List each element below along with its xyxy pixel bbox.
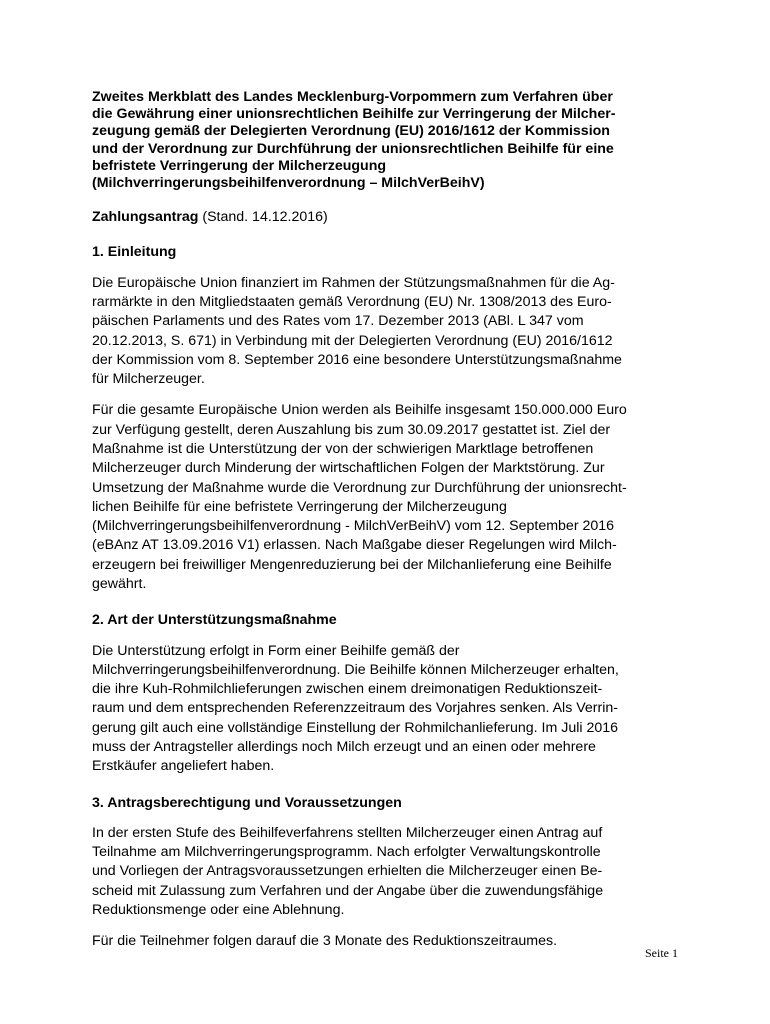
text-line: Für die gesamte Europäische Union werden als Beihilfe insgesamt 150.000.000 Euro <box>92 402 627 419</box>
section-heading: 2. Art der Unterstützungsmaßnahme <box>92 612 337 629</box>
title-line: zeugung gemäß der Delegierten Verordnung (EU) 2016/1612 der Kommission <box>92 123 610 140</box>
paragraph <box>92 274 684 390</box>
document-page <box>92 89 684 952</box>
text-line: Für die Teilnehmer folgen darauf die 3 Monate des Reduktionszeitraumes. <box>92 933 558 950</box>
text-line: für Milcherzeuger. <box>92 371 205 388</box>
document-subtitle <box>92 209 684 226</box>
text-line: Milchverringerungsbeihilfenverordnung. Die Beihilfe können Milcherzeuger erhalten, <box>92 661 619 678</box>
text-line: der Kommission vom 8. September 2016 eine besondere Unterstützungsmaßnahme <box>92 351 622 368</box>
paragraph <box>92 642 684 777</box>
document-title <box>92 89 684 192</box>
text-line: Die Europäische Union finanziert im Rahmen der Stützungsmaßnahmen für die Ag- <box>92 274 615 291</box>
page-number: Seite 1 <box>645 946 678 960</box>
text-line: (eBAnz AT 13.09.2016 V1) erlassen. Nach Maßgabe dieser Regelungen wird Milch- <box>92 537 617 554</box>
text-line: (Milchverringerungsbeihilfenverordnung - MilchVerBeihV) vom 12. September 2016 <box>92 518 615 535</box>
title-line: befristete Verringerung der Milcherzeugung <box>92 157 387 174</box>
text-line: scheid mit Zulassung zum Verfahren und der Angabe über die zuwendungsfähige <box>92 882 604 899</box>
text-line: rarmärkte in den Mitgliedstaaten gemäß Verordnung (EU) Nr. 1308/2013 des Euro- <box>92 293 612 310</box>
title-line: die Gewährung einer unionsrechtlichen Beihilfe zur Verringerung der Milcher- <box>92 106 616 123</box>
text-line: lichen Beihilfe für eine befristete Verringerung der Milcherzeugung <box>92 498 507 515</box>
paragraph <box>92 824 684 920</box>
text-line: Umsetzung der Maßnahme wurde die Verordnung zur Durchführung der unionsrecht- <box>92 479 627 496</box>
text-line: raum und dem entsprechenden Referenzzeitraum des Vorjahres senken. Als Verrin- <box>92 700 619 717</box>
section-heading: 3. Antragsberechtigung und Voraussetzungen <box>92 794 402 811</box>
text-line: erzeugern bei freiwilliger Mengenreduzierung bei der Milchanlieferung eine Beihilfe <box>92 556 612 573</box>
section-heading: 1. Einleitung <box>92 244 177 261</box>
title-line: Zweites Merkblatt des Landes Mecklenburg-Vorpommern zum Verfahren über <box>92 89 613 105</box>
text-line: muss der Antragsteller allerdings noch Milch erzeugt und an einen oder mehrere <box>92 739 596 756</box>
text-line: In der ersten Stufe des Beihilfeverfahrens stellten Milcherzeuger einen Antrag auf <box>92 824 603 841</box>
text-line: Milcherzeuger durch Minderung der wirtschaftlichen Folgen der Marktstörung. Zur <box>92 460 605 477</box>
paragraph <box>92 932 684 951</box>
subtitle-date: (Stand. 14.12.2016) <box>198 209 328 226</box>
text-line: 20.12.2013, S. 671) in Verbindung mit der Delegierten Verordnung (EU) 2016/1612 <box>92 332 613 349</box>
text-line: zur Verfügung gestellt, deren Auszahlung bis zum 30.09.2017 gestattet ist. Ziel der <box>92 421 611 438</box>
subtitle-bold: Zahlungsantrag <box>92 209 199 226</box>
text-line: Teilnahme am Milchverringerungsprogramm. Nach erfolgter Verwaltungskontrolle <box>92 844 601 861</box>
title-line: (Milchverringerungsbeihilfenverordnung – MilchVerBeihV) <box>92 175 485 192</box>
title-line: und der Verordnung zur Durchführung der unionsrechtlichen Beihilfe für eine <box>92 140 614 157</box>
text-line: Erstkäufer angeliefert haben. <box>92 758 275 775</box>
text-line: gewährt. <box>92 576 147 593</box>
text-line: Die Unterstützung erfolgt in Form einer Beihilfe gemäß der <box>92 642 460 659</box>
text-line: und Vorliegen der Antragsvoraussetzungen erhielten die Milcherzeuger einen Be- <box>92 863 603 880</box>
text-line: päischen Parlaments und des Rates vom 17. Dezember 2013 (ABl. L 347 vom <box>92 313 584 330</box>
text-line: gerung gilt auch eine vollständige Einstellung der Rohmilchanlieferung. Im Juli 2016 <box>92 719 619 736</box>
text-line: Reduktionsmenge oder eine Ablehnung. <box>92 902 345 919</box>
text-line: Maßnahme ist die Unterstützung der von der schwierigen Marktlage betroffenen <box>92 441 594 457</box>
paragraph <box>92 401 684 594</box>
text-line: die ihre Kuh-Rohmilchlieferungen zwischen einem dreimonatigen Reduktionszeit- <box>92 681 603 698</box>
